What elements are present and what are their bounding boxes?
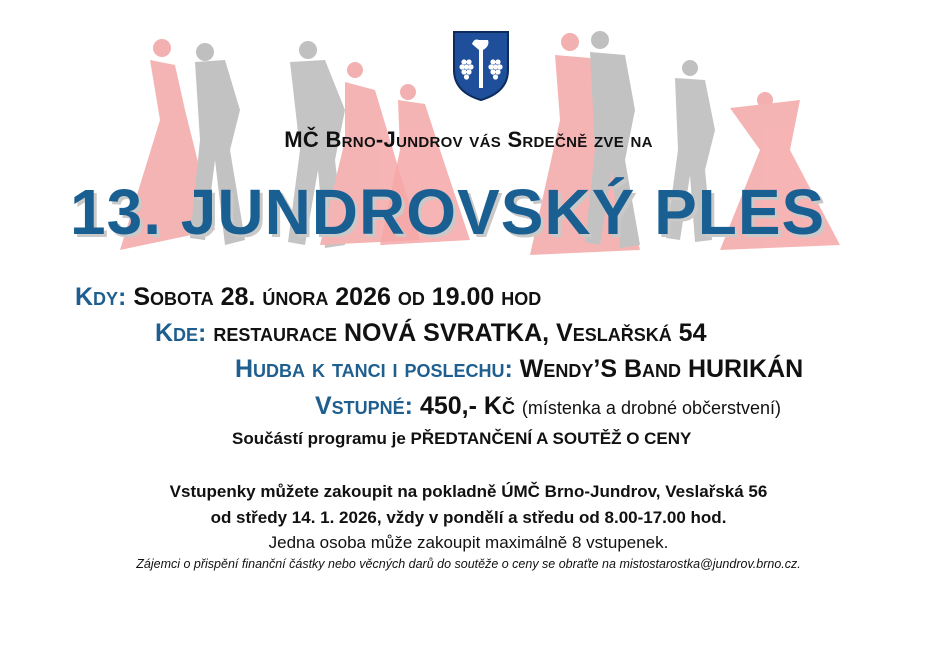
where-label: Kde: xyxy=(155,319,207,347)
where-value-prefix: restaurace xyxy=(213,319,344,347)
music-label: Hudba k tanci i poslechu: xyxy=(235,355,513,383)
coat-of-arms-icon xyxy=(452,30,510,102)
music-line xyxy=(235,355,803,384)
where-venue-name: NOVÁ SVRATKA xyxy=(343,319,543,347)
where-line xyxy=(155,319,706,348)
tickets-info-line-2: od středy 14. 1. 2026, vždy v pondělí a středu od 8.00-17.00 hod. xyxy=(210,508,727,527)
entry-price: 450,- Kč xyxy=(419,392,515,420)
when-value: Sobota 28. února 2026 od 19.00 hod xyxy=(133,283,542,311)
sponsor-contact-line: Zájemci o přispění finanční částky nebo věcných darů do soutěže o ceny se obraťte na mistostarostka@jundrov.brno.cz. xyxy=(136,557,801,571)
entry-note: (místenka a drobné občerstvení) xyxy=(521,398,782,418)
tickets-info-line-1: Vstupenky můžete zakoupit na pokladně ÚMČ Brno-Jundrov, Veslařská 56 xyxy=(169,482,768,501)
program-line: Součástí programu je PŘEDTANČENÍ A SOUTĚŽ O CENY xyxy=(232,429,692,448)
ticket-limit-line: Jedna osoba může zakoupit maximálně 8 vstupenek. xyxy=(268,533,669,552)
entry-label: Vstupné: xyxy=(315,392,414,420)
when-label: Kdy: xyxy=(75,283,127,311)
event-title: 13. JUNDROVSKÝ PLES xyxy=(70,176,826,248)
music-value-prefix: Wendy’S Band xyxy=(519,355,688,383)
invitation-line: MČ Brno-Jundrov vás Srdečně zve na xyxy=(284,127,653,152)
where-value-suffix: , Veslařská 54 xyxy=(542,319,707,347)
entry-line xyxy=(315,392,781,421)
music-band-name: HURIKÁN xyxy=(687,355,804,383)
when-line xyxy=(75,283,541,312)
